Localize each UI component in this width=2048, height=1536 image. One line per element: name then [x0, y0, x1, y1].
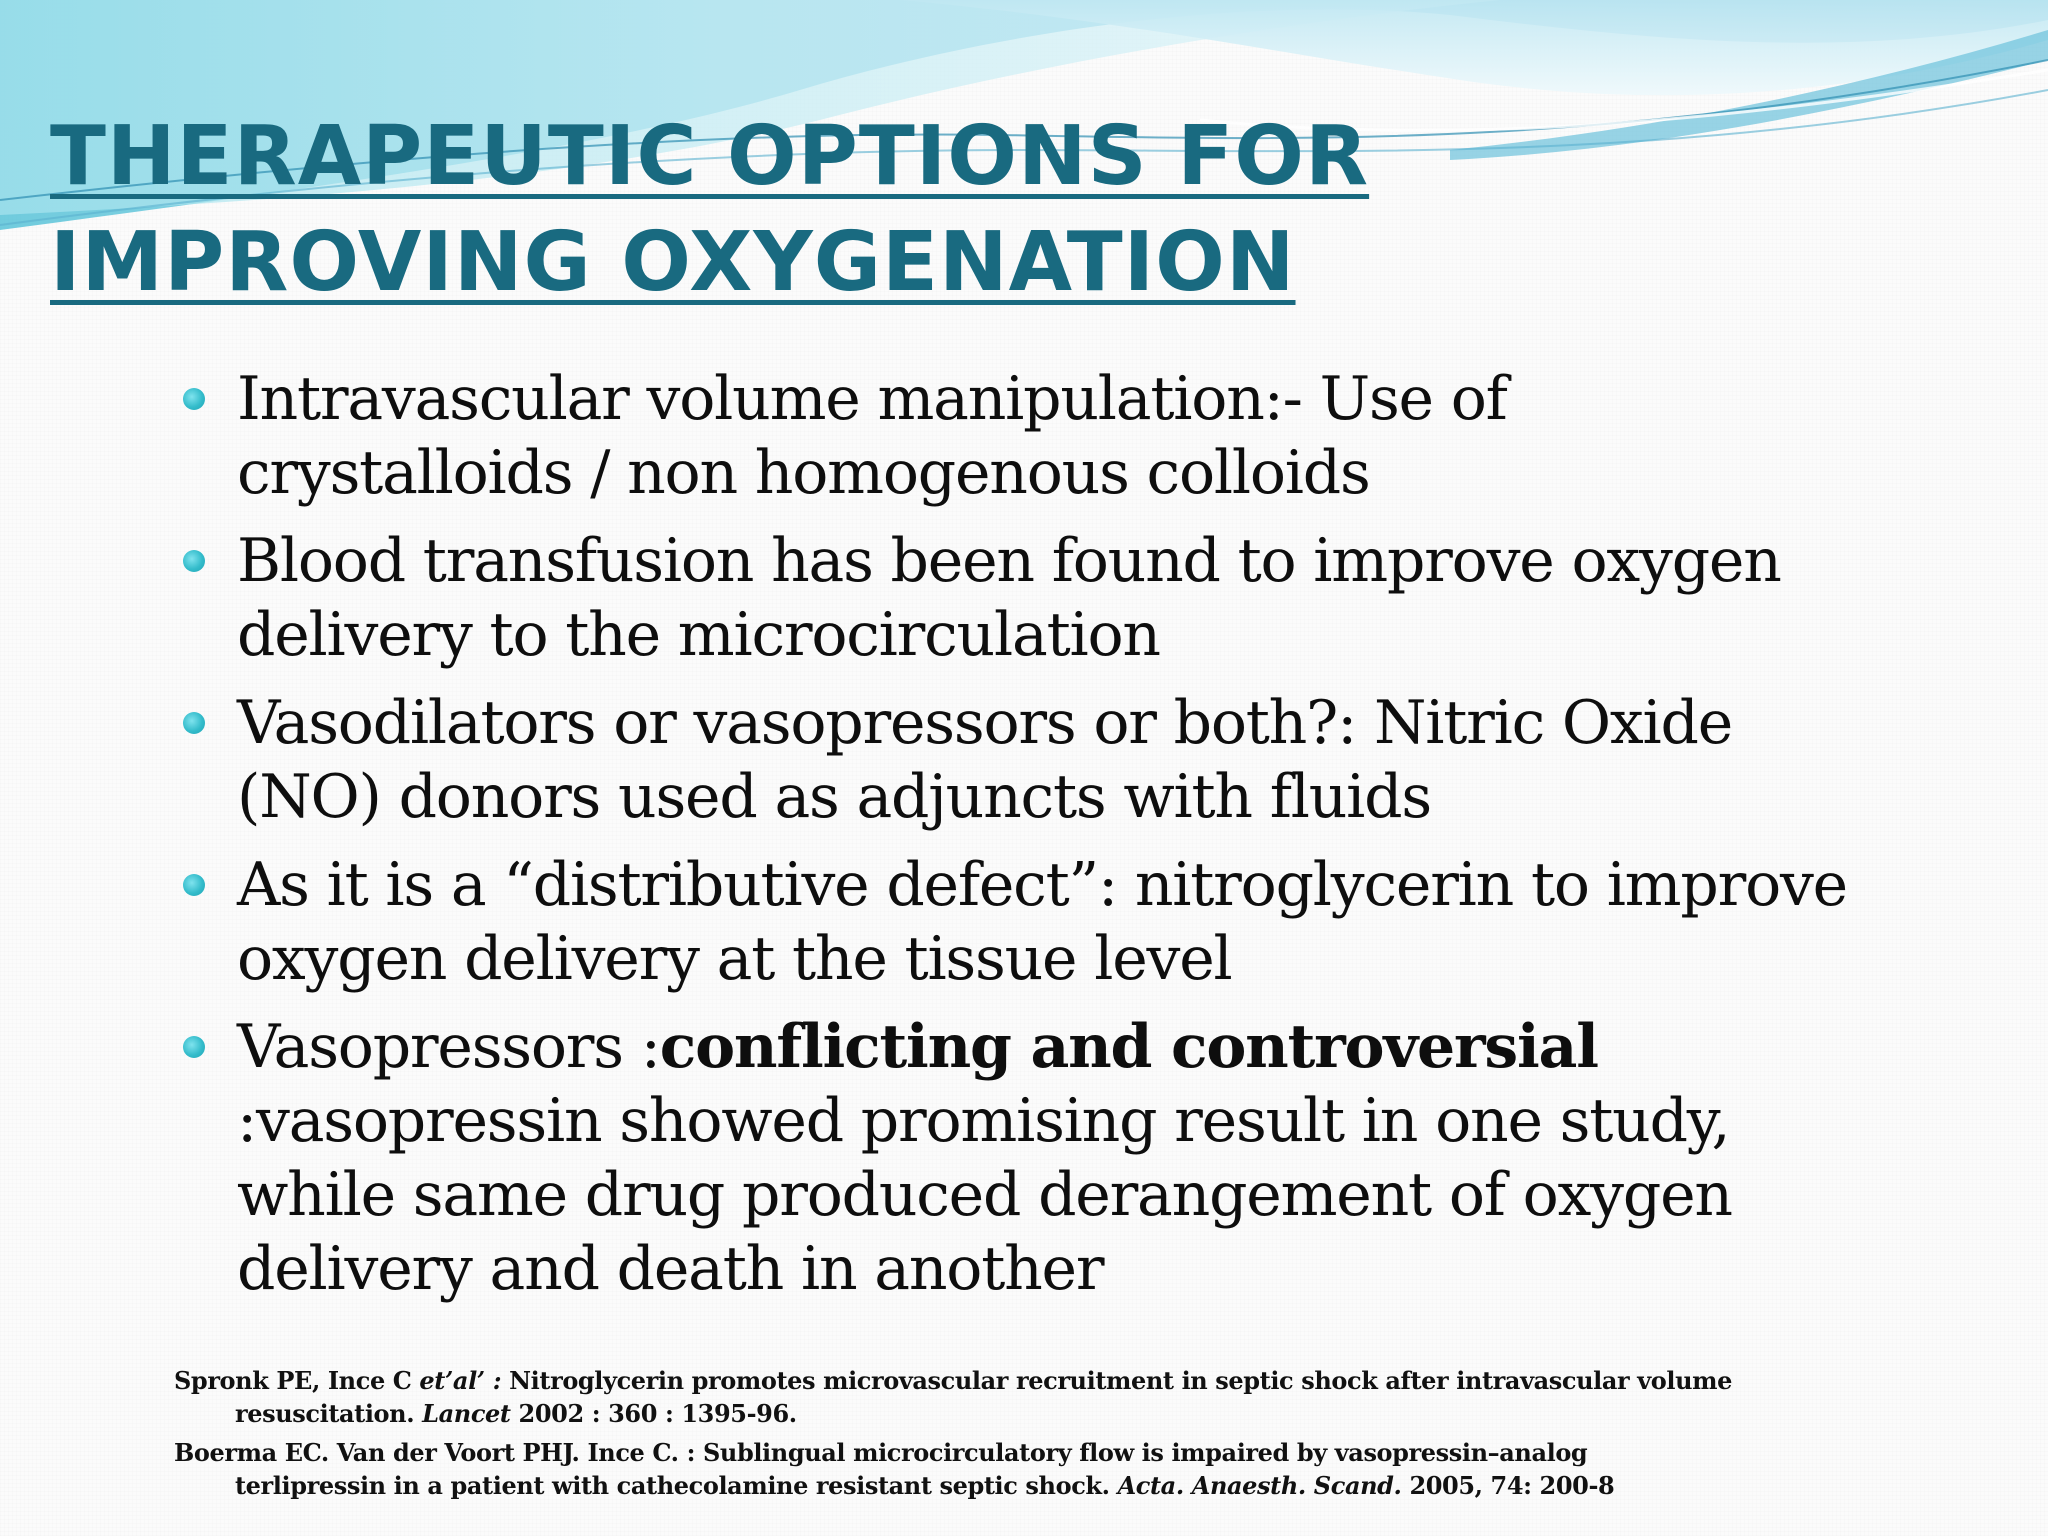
reference-authors: Spronk PE, Ince C	[174, 1366, 420, 1395]
bullet-line: (NO) donors used as adjuncts with fluids	[237, 762, 1431, 832]
references	[174, 1364, 1974, 1508]
bullet-dot-icon	[183, 550, 205, 572]
bullet-line: delivery and death in another	[237, 1234, 1104, 1304]
bullet-line: Intravascular volume manipulation:- Use of	[237, 364, 1507, 434]
reference-journal: Acta. Anaesth. Scand.	[1117, 1471, 1402, 1500]
bullet-line: crystalloids / non homogenous colloids	[237, 438, 1370, 508]
bullet-dot-icon	[183, 388, 205, 410]
slide-title-line-2: IMPROVING OXYGENATION	[50, 215, 1296, 310]
bullet-line: Vasodilators or vasopressors or both?: Nitric Oxide	[237, 688, 1733, 758]
reference-citation: 2002 : 360 : 1395-96.	[510, 1399, 797, 1428]
bullet-prefix: Vasopressors :	[237, 1012, 660, 1082]
bullet-item-transfusion	[170, 524, 1870, 672]
bullet-item-vasopressors	[170, 1010, 1870, 1306]
bullet-line: while same drug produced derangement of oxygen	[237, 1160, 1732, 1230]
bullet-dot-icon	[183, 874, 205, 896]
slide-title	[50, 104, 1369, 316]
bullet-line: Blood transfusion has been found to improve oxygen	[237, 526, 1781, 596]
reference-text: resuscitation.	[235, 1399, 423, 1428]
bullet-item-vasodilators	[170, 686, 1870, 834]
reference-line	[174, 1469, 1974, 1502]
reference-line: Boerma EC. Van der Voort PHJ. Ince C. : Sublingual microcirculatory flow is impaired by vasopressin–analog	[174, 1438, 1588, 1467]
bullet-item-volume	[170, 362, 1870, 510]
bullet-line: delivery to the microcirculation	[237, 600, 1160, 670]
bullet-item-distributive-defect	[170, 848, 1870, 996]
bullet-line: oxygen delivery at the tissue level	[237, 924, 1232, 994]
bullet-line	[237, 1010, 1870, 1084]
bullet-line: :vasopressin showed promising result in one study,	[237, 1086, 1730, 1156]
reference-spronk	[174, 1364, 1974, 1430]
slide-title-line-1: THERAPEUTIC OPTIONS FOR	[50, 109, 1370, 204]
reference-text: terlipressin in a patient with cathecolamine resistant septic shock.	[235, 1471, 1118, 1500]
reference-citation: 2005, 74: 200-8	[1401, 1471, 1615, 1500]
reference-title: Nitroglycerin promotes microvascular recruitment in septic shock after intravascular volume	[501, 1366, 1732, 1395]
reference-line	[174, 1364, 1974, 1397]
bullet-line: As it is a “distributive defect”: nitroglycerin to improve	[237, 850, 1847, 920]
bullet-dot-icon	[183, 1036, 205, 1058]
bullet-emphasis: conflicting and controversial	[659, 1012, 1598, 1082]
bullet-list	[170, 362, 1870, 1320]
reference-line	[174, 1397, 1974, 1430]
reference-etal: et’al’ :	[419, 1366, 502, 1395]
reference-journal: Lancet	[422, 1399, 511, 1428]
bullet-dot-icon	[183, 712, 205, 734]
reference-boerma	[174, 1436, 1974, 1502]
